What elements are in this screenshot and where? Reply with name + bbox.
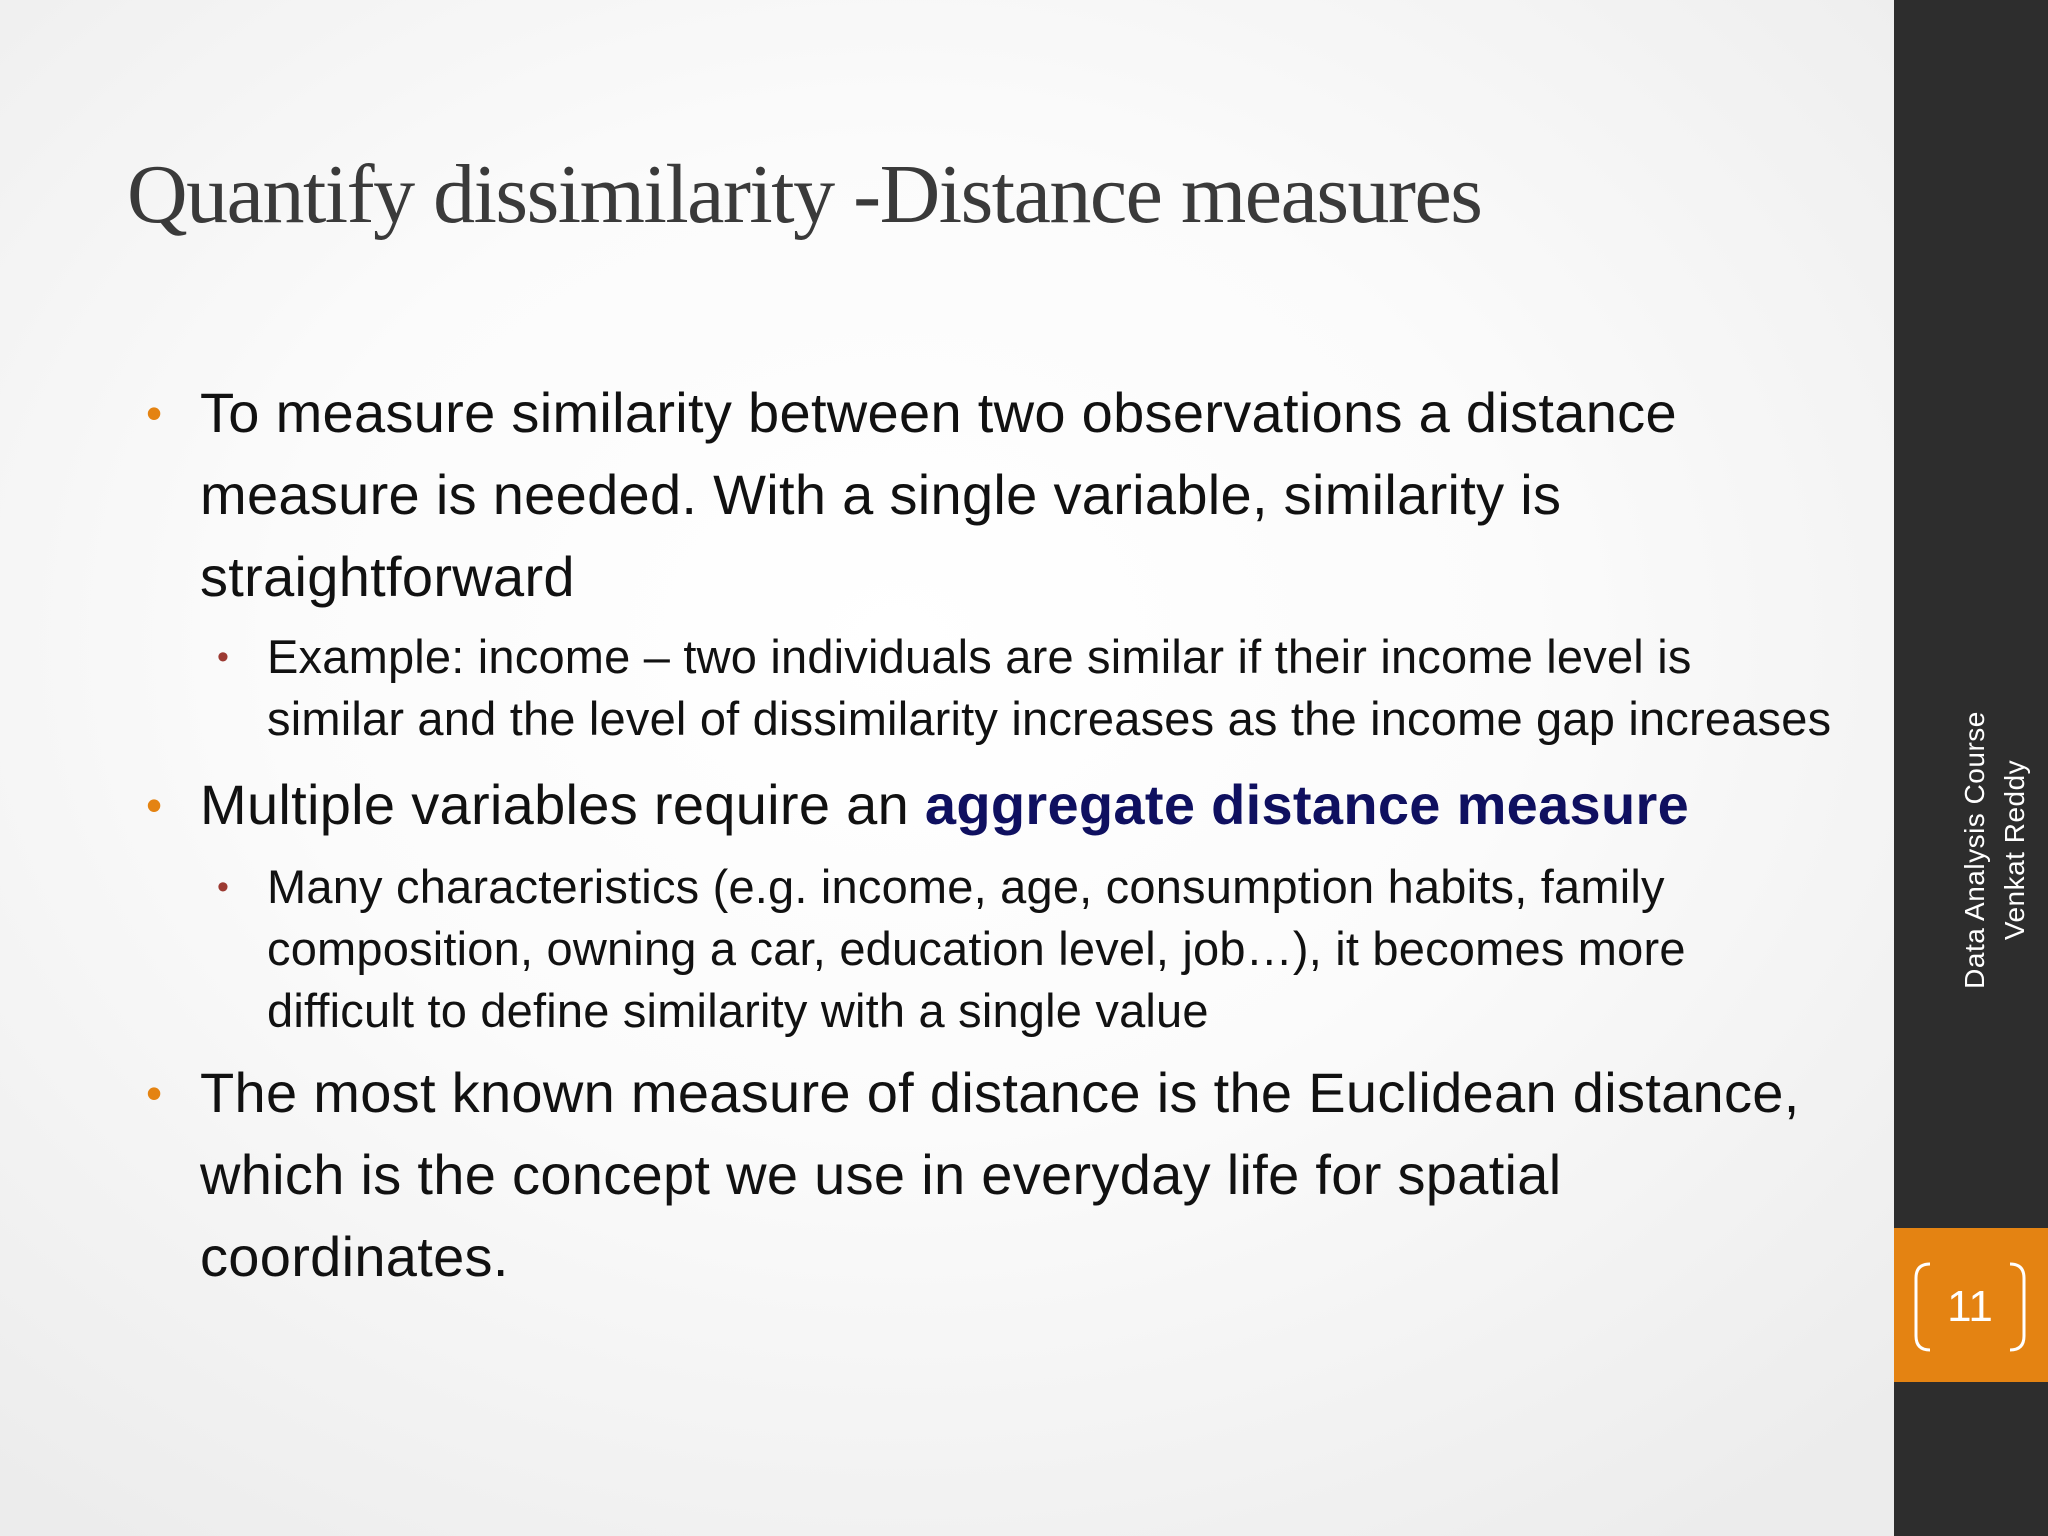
sub-bullet-item xyxy=(217,626,1840,750)
bullet-text: Multiple variables require an xyxy=(200,773,925,836)
bullet-dot-icon: • xyxy=(146,387,163,439)
sub-bullet-dot-icon: • xyxy=(217,868,230,906)
bullet-item xyxy=(140,764,1840,846)
slide-title: Quantify dissimilarity -Distance measures xyxy=(127,148,1482,241)
sidebar-caption xyxy=(1955,670,2035,1030)
course-name: Data Analysis Course xyxy=(1959,711,1990,989)
sub-bullet-item xyxy=(217,856,1840,1042)
sub-bullet-text: Example: income – two individuals are similar if their income level is similar and the level of dissimilarity increases as the income gap increases xyxy=(267,630,1832,745)
sub-bullet-text: Many characteristics (e.g. income, age, consumption habits, family composition, owning a car, education level, job…), it becomes more difficult to define similarity with a single value xyxy=(267,860,1686,1037)
bullet-text: To measure similarity between two observations a distance measure is needed. With a single variable, similarity is straightforward xyxy=(200,381,1677,608)
page-number-box xyxy=(1894,1228,2048,1382)
bullet-dot-icon: • xyxy=(146,779,163,831)
page-number: 11 xyxy=(1947,1282,1993,1331)
bullet-emphasis: aggregate distance measure xyxy=(924,773,1690,836)
sub-bullet-dot-icon: • xyxy=(217,638,230,676)
author-name: Venkat Reddy xyxy=(1999,759,2030,941)
bullet-text: The most known measure of distance is the Euclidean distance, which is the concept we use in everyday life for spatial coordinates. xyxy=(200,1061,1800,1288)
bullet-item xyxy=(140,1052,1840,1298)
slide-content xyxy=(140,372,1840,1298)
bullet-dot-icon: • xyxy=(146,1067,163,1119)
bullet-item xyxy=(140,372,1840,618)
page-number-frame xyxy=(1912,1262,2028,1352)
